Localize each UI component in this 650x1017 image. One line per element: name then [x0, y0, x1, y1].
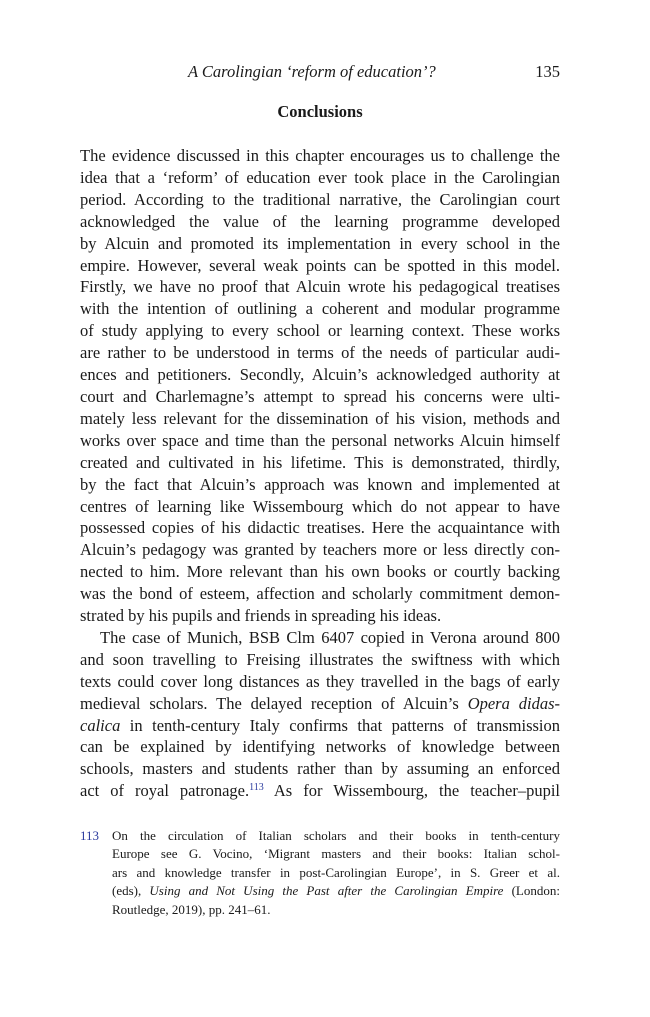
text-line: nected to him. More relevant than his own books or courtly backing: [80, 562, 560, 582]
footnote-reference-link[interactable]: 113: [249, 782, 264, 794]
text-line: possessed copies of his didactic treatises. Here the acquaintance with: [80, 518, 560, 538]
text-line: strated by his pupils and friends in spreading his ideas.: [80, 606, 442, 626]
section-heading: Conclusions: [277, 102, 363, 121]
text-line: mately less relevant for the dissemination of his vision, methods and: [80, 408, 560, 428]
text-line: The evidence discussed in this chapter encourages us to challenge the: [80, 146, 560, 165]
running-head: [80, 62, 560, 84]
text-segment: As for Wissembourg, the teacher–pupil: [263, 781, 560, 801]
paragraph-2: [80, 627, 560, 802]
footnote-113: [80, 827, 560, 919]
footnotes: [80, 827, 560, 919]
text-line: court and Charlemagne’s attempt to spread his concerns were ulti-: [80, 386, 560, 406]
footnote-line: [112, 882, 560, 900]
footnote-number[interactable]: 113: [80, 828, 100, 843]
text-segment: act of royal patronage.: [80, 781, 250, 801]
text-line: of study applying to every school or learning context. These works: [80, 321, 560, 341]
text-line: and soon travelling to Freising illustrates the swiftness with which: [80, 649, 560, 669]
text-line: ences and petitioners. Secondly, Alcuin’s acknowledged authority at: [80, 365, 560, 385]
footnote-line: On the circulation of Italian scholars and their books in tenth-century: [112, 828, 560, 843]
text-line: acknowledged the value of the learning programme developed: [80, 211, 560, 231]
text-line: empire. However, several weak points can be spotted in this model.: [80, 255, 560, 275]
footnote-text: [112, 827, 560, 919]
text-line: works over space and time than the personal networks Alcuin himself: [80, 430, 560, 450]
footnote-line: Routledge, 2019), pp. 241–61.: [112, 901, 271, 917]
text-line: period. According to the traditional narrative, the Carolingian court: [80, 189, 560, 209]
paragraph-1: [80, 145, 560, 627]
text-line: schools, masters and students rather than by assuming an enforced: [80, 759, 560, 779]
text-line: was the bond of esteem, affection and scholarly commitment demon-: [80, 584, 560, 604]
text-line: by the fact that Alcuin’s approach was known and implemented at: [80, 474, 560, 494]
text-line: texts could cover long distances as they travelled in the bags of early: [80, 671, 560, 691]
text-line: can be explained by identifying networks of knowledge between: [80, 737, 560, 757]
italic-title: Using and Not Using the Past after the Carolingian Empire: [149, 883, 504, 899]
footnote-line: ars and knowledge transfer in post-Carolingian Europe’, in S. Greer et al.: [112, 864, 560, 880]
running-head-title: A Carolingian ‘reform of education’?: [188, 62, 436, 81]
italic-title: Opera didas-: [467, 693, 560, 713]
text-segment: (London:: [503, 883, 560, 899]
italic-title: calica: [80, 715, 121, 735]
body-text: [80, 145, 560, 802]
footnote-line: Europe see G. Vocino, ‘Migrant masters and their books: Italian schol-: [112, 846, 560, 862]
text-line: [80, 693, 560, 715]
text-line: with the intention of outlining a coherent and modular programme: [80, 299, 560, 319]
text-segment: (eds),: [112, 883, 150, 899]
text-line: idea that a ‘reform’ of education ever took place in the Carolingian: [80, 167, 560, 187]
text-line: [80, 780, 560, 802]
text-line: Firstly, we have no proof that Alcuin wrote his pedagogical treatises: [80, 277, 560, 297]
text-line: created and cultivated in his lifetime. This is demonstrated, thirdly,: [80, 452, 560, 472]
page-number: 135: [535, 62, 560, 81]
text-line: [80, 715, 560, 737]
text-line: Alcuin’s pedagogy was granted by teachers more or less directly con-: [80, 540, 560, 560]
text-segment: in tenth-century Italy confirms that patterns of transmission: [120, 715, 560, 735]
text-line: are rather to be understood in terms of the needs of particular audi-: [80, 343, 560, 363]
text-line: centres of learning like Wissembourg which do not appear to have: [80, 496, 560, 516]
text-segment: medieval scholars. The delayed reception of Alcuin’s: [80, 693, 468, 713]
text-line: The case of Munich, BSB Clm 6407 copied in Verona around 800: [100, 627, 560, 647]
text-line: by Alcuin and promoted its implementation in every school in the: [80, 233, 560, 253]
